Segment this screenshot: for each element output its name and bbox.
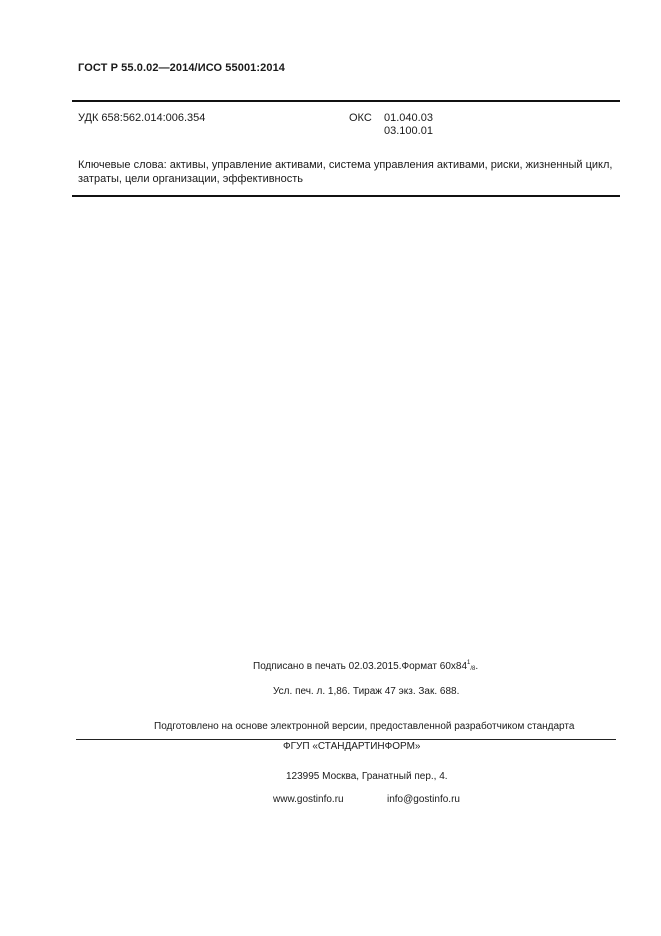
- keywords-line: Ключевые слова: активы, управление активами, система управления активами, риски, жизненный цикл, затраты, цели организации, эффективность: [78, 159, 613, 185]
- publisher-name: ФГУП «СТАНДАРТИНФОРМ»: [283, 741, 421, 752]
- format-prefix: Формат 60x84: [401, 661, 468, 672]
- format-subscript: /8: [470, 666, 476, 672]
- standard-code-header: ГОСТ Р 55.0.02—2014/ИСО 55001:2014: [78, 62, 286, 74]
- publisher-divider: [76, 739, 616, 740]
- publisher-address: 123995 Москва, Гранатный пер., 4.: [286, 771, 448, 782]
- print-sign-line: [253, 661, 478, 673]
- format-superscript: 1: [467, 660, 471, 666]
- oks-code-2: 03.100.01: [384, 125, 433, 137]
- signed-date: Подписано в печать 02.03.2015.: [253, 661, 402, 672]
- prepared-note: Подготовлено на основе электронной версии, предоставленной разработчиком стандарта: [154, 721, 575, 732]
- format-end: .: [475, 661, 479, 672]
- oks-code-1: 01.040.03: [384, 112, 433, 124]
- website-link[interactable]: www.gostinfo.ru: [273, 794, 344, 805]
- keywords-divider: [72, 195, 620, 197]
- printing-details: Усл. печ. л. 1,86. Тираж 47 экз. Зак. 688.: [273, 686, 460, 697]
- udk-code: УДК 658:562.014:006.354: [78, 112, 206, 124]
- top-divider: [72, 100, 620, 102]
- email-link[interactable]: info@gostinfo.ru: [387, 794, 460, 805]
- oks-label: ОКС: [349, 112, 372, 124]
